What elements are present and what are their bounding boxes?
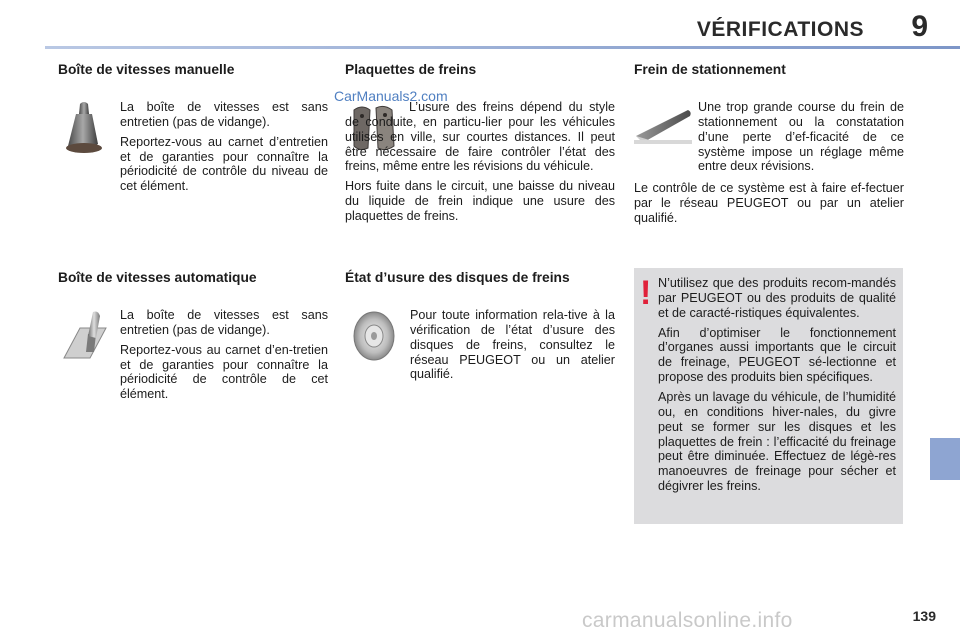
paragraph: Reportez-vous au carnet d’entretien et de garanties pour connaître la périodicité de contrôle du niveau de cet élément. xyxy=(120,134,328,194)
paragraph: Après un lavage du véhicule, de l’humidité ou, en conditions hiver-nales, du givre peut se former sur les disques et les plaquettes de frein : l’efficacité du freinage peut être diminuée. Effectuez de légè-res manoeuvres de freinage pour sécher et dégivrer les freins. xyxy=(658,390,896,494)
section-brake-discs xyxy=(345,270,595,286)
section-heading: Plaquettes de freins xyxy=(345,62,477,77)
section-heading: Boîte de vitesses manuelle xyxy=(58,62,235,77)
automatic-gear-selector-icon xyxy=(60,308,110,364)
paragraph: Pour toute information rela-tive à la vérification de l’état d’usure des disques de freins, consultez le réseau PEUGEOT ou un atelier qualifié. xyxy=(410,308,615,382)
parking-brake-lever-icon xyxy=(634,106,692,146)
section-automatic-gearbox xyxy=(58,270,328,286)
warning-text xyxy=(658,276,896,499)
chapter-side-tab xyxy=(930,438,960,480)
paragraph: Une trop grande course du frein de stationnement ou la constatation d’une perte d’ef-ficacité de ce système impose un réglage même entre deux révisions. xyxy=(698,100,904,174)
section-heading: Frein de stationnement xyxy=(634,62,786,77)
paragraph: La boîte de vitesses est sans entretien (pas de vidange). xyxy=(120,100,328,129)
automatic-gearbox-text xyxy=(120,308,328,407)
watermark-carmanualsonline: carmanualsonline.info xyxy=(582,609,793,632)
section-heading: État d’usure des disques de freins xyxy=(345,270,570,285)
header-rule xyxy=(45,46,960,49)
manual-gearbox-text xyxy=(120,100,328,199)
exclamation-icon: ! xyxy=(640,274,652,312)
brake-discs-text xyxy=(410,308,615,387)
parking-brake-text-2 xyxy=(634,181,904,231)
watermark-carmanuals2: CarManuals2.com xyxy=(334,88,448,104)
section-parking-brake xyxy=(634,62,904,78)
paragraph: Le contrôle de ce système est à faire ef-fectuer par le réseau PEUGEOT ou par un atelier qualifié. xyxy=(634,181,904,225)
brake-pads-text xyxy=(345,100,615,229)
section-brake-pads xyxy=(345,62,615,78)
chapter-number: 9 xyxy=(911,10,928,43)
paragraph: L’usure des freins dépend du style de conduite, en particu-lier pour les véhicules utilisés en ville, sur courtes distances. Il peut être nécessaire de faire contrôler l’état des freins, même entre les révisions du véhicule. xyxy=(345,100,615,174)
paragraph: N’utilisez que des produits recom-mandés par PEUGEOT ou des produits de qualité et de caracté-ristiques équivalentes. xyxy=(658,276,896,320)
paragraph: Hors fuite dans le circuit, une baisse du niveau du liquide de frein indique une usure des plaquettes de freins. xyxy=(345,179,615,224)
brake-disc-icon xyxy=(350,310,398,362)
manual-gear-lever-icon xyxy=(62,100,106,156)
paragraph: Afin d’optimiser le fonctionnement d’organes aussi importants que le circuit de freinage, PEUGEOT sé-lectionne et propose des produits bien spécifiques. xyxy=(658,325,896,385)
section-manual-gearbox xyxy=(58,62,328,78)
page-title: VÉRIFICATIONS xyxy=(696,18,864,41)
parking-brake-text xyxy=(698,100,904,179)
page-number: 139 xyxy=(912,608,936,624)
paragraph: Reportez-vous au carnet d’en-tretien et de garanties pour connaître la périodicité de contrôle de cet élément. xyxy=(120,342,328,402)
section-heading: Boîte de vitesses automatique xyxy=(58,270,257,285)
paragraph: La boîte de vitesses est sans entretien (pas de vidange). xyxy=(120,308,328,337)
